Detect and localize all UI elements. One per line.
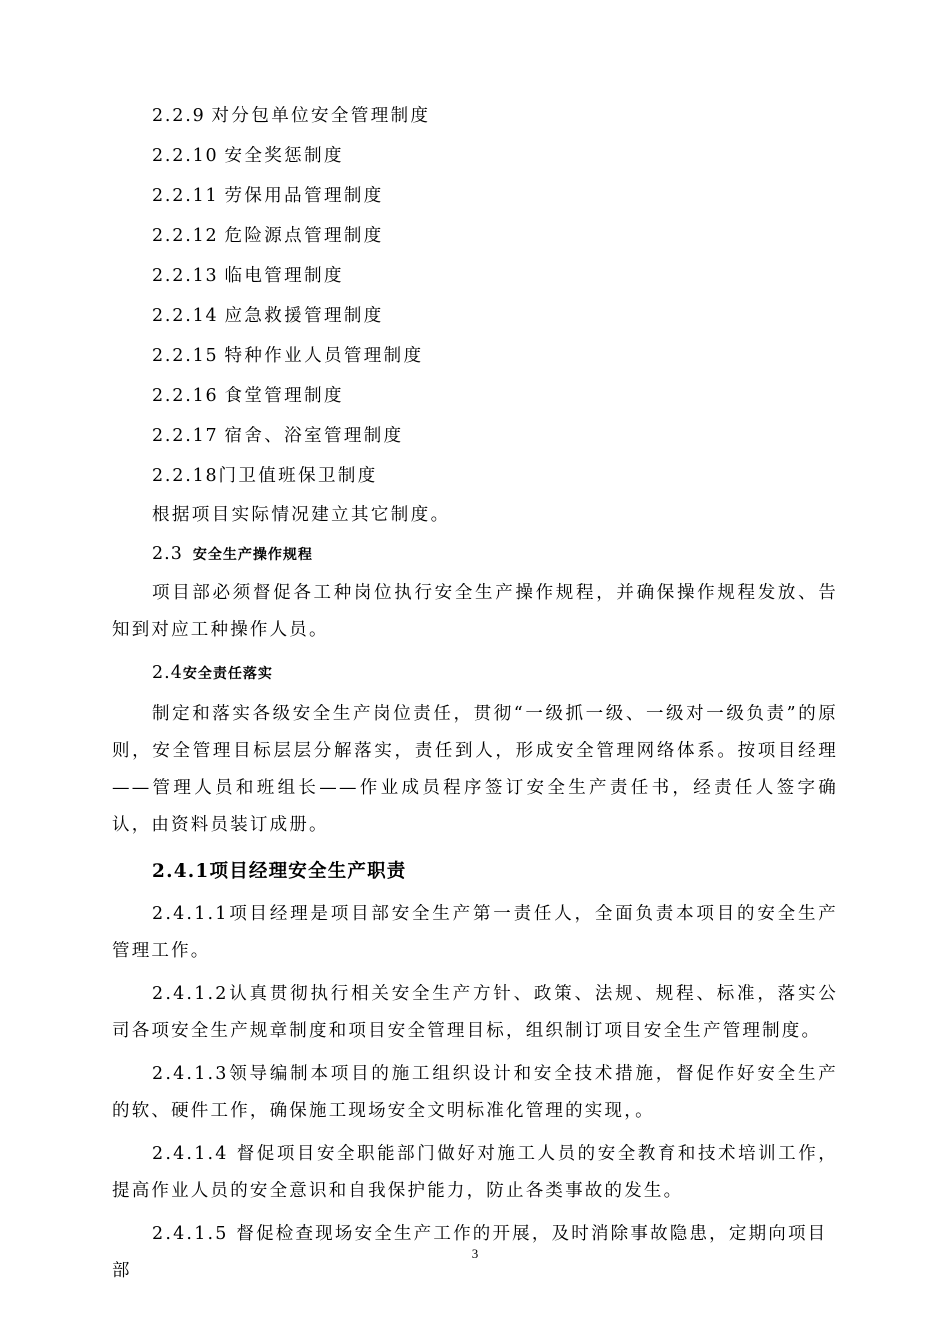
list-item [152,382,430,422]
section-body: 项目部必须督促各工种岗位执行安全生产操作规程，并确保操作规程发放、告知到对应工种操作人员。 [112,583,838,640]
list-item [152,102,430,142]
item-number: 2.2.9 [152,106,206,126]
item-title: 食堂管理制度 [224,386,344,406]
section-heading [152,540,313,569]
list-item [152,422,430,462]
item-title: 门卫值班保卫制度 [218,466,378,486]
item-title: 应急救援管理制度 [224,306,384,326]
responsibility-item: 2.4.1.2认真贯彻执行相关安全生产方针、政策、法规、规程、标准，落实公司各项安全生产规章制度和项目安全管理目标，组织制订项目安全生产管理制度。 [112,984,838,1041]
responsibility-item: 2.4.1.5 督促检查现场安全生产工作的开展，及时消除事故隐患，定期向项目部 [112,1224,828,1281]
subsection-title: 2.4.1项目经理安全生产职责 [152,861,407,882]
list-item [152,182,430,222]
item-title: 安全奖惩制度 [224,146,344,166]
item-number: 2.2.11 [152,186,219,206]
section-number: 2.4 [152,663,183,683]
responsibility-item: 2.4.1.3领导编制本项目的施工组织设计和安全技术措施，督促作好安全生产的软、硬件工作，确保施工现场安全文明标准化管理的实现，。 [112,1064,838,1121]
item-number: 2.2.17 [152,426,219,446]
item-title: 对分包单位安全管理制度 [211,106,431,126]
section-title: 安全责任落实 [182,666,273,682]
item-title: 特种作业人员管理制度 [224,346,424,366]
item-number: 2.2.10 [152,146,219,166]
item-title: 宿舍、浴室管理制度 [224,426,404,446]
section-title: 安全生产操作规程 [192,547,313,563]
item-title: 危险源点管理制度 [224,226,384,246]
item-number: 2.2.15 [152,346,219,366]
list-item [152,462,430,502]
regulation-list [152,102,430,502]
item-title: 临电管理制度 [224,266,344,286]
item-number: 2.2.16 [152,386,219,406]
list-item [152,142,430,182]
page-number: 3 [471,1246,479,1261]
item-number: 2.2.13 [152,266,219,286]
list-item [152,262,430,302]
item-number: 2.2.14 [152,306,219,326]
section-heading [152,659,273,688]
responsibility-item: 2.4.1.4 督促项目安全职能部门做好对施工人员的安全教育和技术培训工作，提高作业人员的安全意识和自我保护能力，防止各类事故的发生。 [112,1144,838,1201]
responsibility-item: 2.4.1.1项目经理是项目部安全生产第一责任人，全面负责本项目的安全生产管理工作。 [112,904,838,961]
item-title: 劳保用品管理制度 [224,186,384,206]
section-number: 2.3 [152,544,183,564]
section-body: 制定和落实各级安全生产岗位责任，贯彻“一级抓一级、一级对一级负责”的原则，安全管理目标层层分解落实，责任到人，形成安全管理网络体系。按项目经理——管理人员和班组长——作业成员程序签订安全生产责任书，经责任人签字确认，由资料员装订成册。 [112,704,838,835]
other-regulations-text: 根据项目实际情况建立其它制度。 [152,505,451,525]
list-item [152,342,430,382]
list-item [152,222,430,262]
item-number: 2.2.18 [152,466,219,486]
item-number: 2.2.12 [152,226,219,246]
list-item [152,302,430,342]
